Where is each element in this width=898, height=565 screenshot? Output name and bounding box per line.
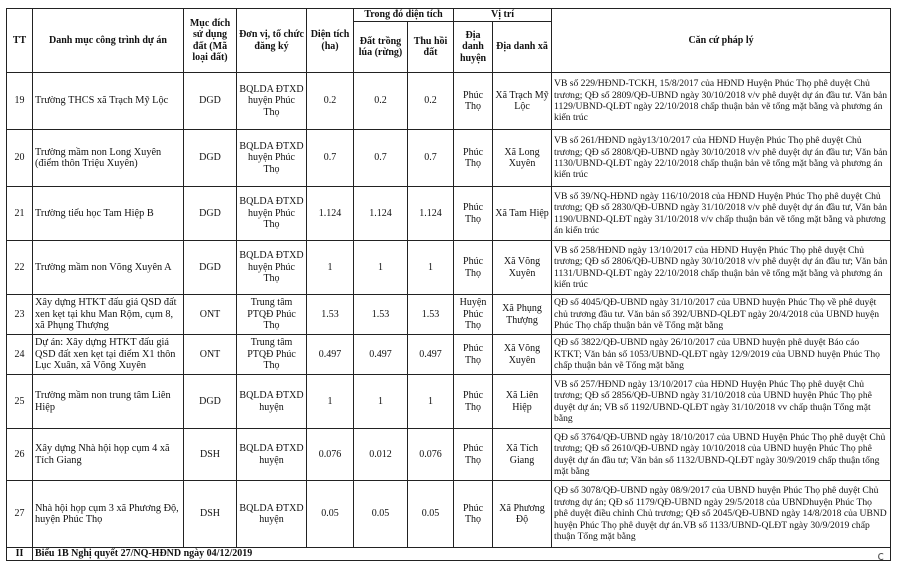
project-name: Xây dựng Nhà hội họp cụm 4 xã Tích Giang bbox=[33, 429, 184, 481]
area-value: 1 bbox=[307, 241, 354, 295]
commune-name: Xã Võng Xuyên bbox=[493, 335, 552, 375]
header-unit: Đơn vị, tổ chức đăng ký bbox=[237, 9, 307, 73]
row-number: 22 bbox=[7, 241, 33, 295]
district-name: Phúc Thọ bbox=[454, 130, 493, 187]
project-table bbox=[6, 8, 891, 561]
land-use-code: ONT bbox=[184, 335, 237, 375]
header-recovered: Thu hồi đất bbox=[408, 22, 454, 73]
table-row bbox=[7, 375, 891, 429]
land-use-code: DGD bbox=[184, 375, 237, 429]
rice-land-value: 0.497 bbox=[354, 335, 408, 375]
table-row bbox=[7, 187, 891, 241]
header-district: Địa danh huyện bbox=[454, 22, 493, 73]
legal-basis: VB số 261/HĐND ngày13/10/2017 của HĐND Huyện Phúc Thọ phê duyệt Chủ trương; QĐ số 2808/QĐ-UBND ngày 30/10/2018 v/v phê duyệt dự án đầu tư; Văn bản 1130/UBND-QLĐT ngày 22/10/2018 chấp thuận bản vẽ tổng mặt bằng và phương án kiến trúc bbox=[552, 130, 891, 187]
registering-unit: Trung tâm PTQĐ Phúc Thọ bbox=[237, 335, 307, 375]
row-number: 21 bbox=[7, 187, 33, 241]
commune-name: Xã Tam Hiệp bbox=[493, 187, 552, 241]
header-rice: Đất trồng lúa (rừng) bbox=[354, 22, 408, 73]
recovered-land-value: 0.497 bbox=[408, 335, 454, 375]
header-of-which: Trong đó diện tích bbox=[354, 9, 454, 22]
land-use-code: DGD bbox=[184, 187, 237, 241]
registering-unit: BQLDA ĐTXD huyện Phúc Thọ bbox=[237, 130, 307, 187]
district-name: Phúc Thọ bbox=[454, 429, 493, 481]
legal-basis: QĐ số 3822/QĐ-UBND ngày 26/10/2017 của UBND huyện phê duyệt Báo cáo KTKT; Văn bản số 1053/UBND-QLĐT ngày 12/9/2019 của UBND huyện Phúc Thọ chấp thuận bản vẽ Tổng mặt bằng bbox=[552, 335, 891, 375]
corner-mark: c bbox=[877, 549, 884, 563]
header-commune: Địa danh xã bbox=[493, 22, 552, 73]
project-name: Trường mầm non Võng Xuyên A bbox=[33, 241, 184, 295]
header-location: Vị trí bbox=[454, 9, 552, 22]
row-number: 20 bbox=[7, 130, 33, 187]
commune-name: Xã Liên Hiệp bbox=[493, 375, 552, 429]
section-row bbox=[7, 548, 891, 561]
project-name: Dự án: Xây dựng HTKT đấu giá QSD đất xen kẹt tại điểm X1 thôn Lục Xuân, xã Võng Xuyên bbox=[33, 335, 184, 375]
document-page bbox=[6, 8, 891, 561]
legal-basis: VB số 258/HĐND ngày 13/10/2017 của HĐND Huyện Phúc Thọ phê duyệt Chủ trương; QĐ số 2806/QĐ-UBND ngày 30/10/2018 v/v phê duyệt dự án đầu tư; Văn bản 1131/UBND-QLĐT ngày 22/10/2018 chấp thuận bản vẽ tổng mặt bằng và phương án kiến trúc bbox=[552, 241, 891, 295]
table-row bbox=[7, 481, 891, 548]
rice-land-value: 1 bbox=[354, 375, 408, 429]
table-row bbox=[7, 335, 891, 375]
recovered-land-value: 1 bbox=[408, 375, 454, 429]
recovered-land-value: 0.05 bbox=[408, 481, 454, 548]
recovered-land-value: 0.076 bbox=[408, 429, 454, 481]
area-value: 1.124 bbox=[307, 187, 354, 241]
project-name: Xây dựng HTKT đấu giá QSD đất xen kẹt tại khu Man Rộm, cụm 8, xã Phụng Thượng bbox=[33, 295, 184, 335]
table-row bbox=[7, 73, 891, 130]
commune-name: Xã Trạch Mỹ Lộc bbox=[493, 73, 552, 130]
registering-unit: BQLDA ĐTXD huyện bbox=[237, 375, 307, 429]
land-use-code: DSH bbox=[184, 429, 237, 481]
row-number: 24 bbox=[7, 335, 33, 375]
district-name: Phúc Thọ bbox=[454, 187, 493, 241]
rice-land-value: 0.7 bbox=[354, 130, 408, 187]
land-use-code: DGD bbox=[184, 130, 237, 187]
table-row bbox=[7, 241, 891, 295]
registering-unit: Trung tâm PTQĐ Phúc Thọ bbox=[237, 295, 307, 335]
district-name: Phúc Thọ bbox=[454, 73, 493, 130]
legal-basis: QĐ số 3764/QĐ-UBND ngày 18/10/2017 của UBND Huyện Phúc Thọ phê duyệt Chủ trương; QĐ số 2610/QĐ-UBND ngày 10/10/2018 của UBND huyện Phúc Thọ phê duyệt dự án đầu tư; Văn bản số 1132/UBND-QLĐT ngày 30/9/2019 chấp thuận tổng mặt bằng bbox=[552, 429, 891, 481]
commune-name: Xã Võng Xuyên bbox=[493, 241, 552, 295]
legal-basis: QĐ số 3078/QĐ-UBND ngày 08/9/2017 của UBND huyện Phúc Thọ phê duyệt Chủ trương dự án; QĐ số 1179/QĐ-UBND ngày 29/5/2018 của UBNDhuyện Phúc Thọ phê duyệt điều chỉnh Chủ trương; QĐ số 2045/QĐ-UBND ngày 14/8/2018 của UBND huyện Phúc Thọ phê duyệt dự án.VB số 1133/UBND-QLĐT ngày 30/9/2019 chấp thuận Tổng mặt bằng bbox=[552, 481, 891, 548]
land-use-code: DSH bbox=[184, 481, 237, 548]
recovered-land-value: 1.53 bbox=[408, 295, 454, 335]
header-project: Danh mục công trình dự án bbox=[33, 9, 184, 73]
table-row bbox=[7, 130, 891, 187]
registering-unit: BQLDA ĐTXD huyện Phúc Thọ bbox=[237, 241, 307, 295]
rice-land-value: 0.05 bbox=[354, 481, 408, 548]
commune-name: Xã Long Xuyên bbox=[493, 130, 552, 187]
header-area: Diện tích (ha) bbox=[307, 9, 354, 73]
section-title: Biểu 1B Nghị quyết 27/NQ-HĐND ngày 04/12/2019 bbox=[33, 548, 891, 561]
area-value: 1.53 bbox=[307, 295, 354, 335]
registering-unit: BQLDA ĐTXD huyện bbox=[237, 429, 307, 481]
table-row bbox=[7, 295, 891, 335]
header-tt: TT bbox=[7, 9, 33, 73]
commune-name: Xã Phương Độ bbox=[493, 481, 552, 548]
district-name: Phúc Thọ bbox=[454, 241, 493, 295]
district-name: Phúc Thọ bbox=[454, 375, 493, 429]
recovered-land-value: 0.7 bbox=[408, 130, 454, 187]
land-use-code: DGD bbox=[184, 241, 237, 295]
header-purpose: Mục đích sử dụng đất (Mã loại đất) bbox=[184, 9, 237, 73]
table-body bbox=[7, 73, 891, 548]
legal-basis: QĐ số 4045/QĐ-UBND ngày 31/10/2017 của UBND huyện Phúc Thọ về phê duyệt chủ trương đầu tư. Văn bản số 392/UBND-QLĐT ngày 20/4/2018 của UBND huyện Phúc Thọ chấp thuận bản vẽ Tổng mặt bằng bbox=[552, 295, 891, 335]
area-value: 0.076 bbox=[307, 429, 354, 481]
area-value: 1 bbox=[307, 375, 354, 429]
project-name: Trường THCS xã Trạch Mỹ Lộc bbox=[33, 73, 184, 130]
district-name: Phúc Thọ bbox=[454, 481, 493, 548]
commune-name: Xã Tích Giang bbox=[493, 429, 552, 481]
registering-unit: BQLDA ĐTXD huyện Phúc Thọ bbox=[237, 187, 307, 241]
land-use-code: ONT bbox=[184, 295, 237, 335]
commune-name: Xã Phụng Thượng bbox=[493, 295, 552, 335]
registering-unit: BQLDA ĐTXD huyện Phúc Thọ bbox=[237, 73, 307, 130]
legal-basis: VB số 39/NQ-HĐND ngày 116/10/2018 của HĐND Huyện Phúc Thọ phê duyệt Chủ trương; QĐ số 2830/QĐ-UBND ngày 31/10/2018 v/v phê duyệt dự án đầu tư, Văn bản 1190/UBND-QLĐT ngày 31/10/2018 v/v chấp thuận bản vẽ tổng mặt bằng và phương án kiến trúc bbox=[552, 187, 891, 241]
area-value: 0.2 bbox=[307, 73, 354, 130]
area-value: 0.497 bbox=[307, 335, 354, 375]
row-number: 27 bbox=[7, 481, 33, 548]
registering-unit: BQLDA ĐTXD huyện bbox=[237, 481, 307, 548]
project-name: Trường tiểu học Tam Hiệp B bbox=[33, 187, 184, 241]
area-value: 0.05 bbox=[307, 481, 354, 548]
district-name: Huyện Phúc Thọ bbox=[454, 295, 493, 335]
row-number: 23 bbox=[7, 295, 33, 335]
rice-land-value: 1.124 bbox=[354, 187, 408, 241]
header-legal: Căn cứ pháp lý bbox=[552, 9, 891, 73]
rice-land-value: 1 bbox=[354, 241, 408, 295]
row-number: 26 bbox=[7, 429, 33, 481]
legal-basis: VB số 229/HĐND-TCKH, 15/8/2017 của HĐND Huyện Phúc Thọ phê duyệt Chủ trương; QĐ số 2809/QĐ-UBND ngày 30/10/2018 v/v phê duyệt dự án đầu tư. Văn bản 1129/UBND-QLĐT ngày 22/10/2018 chấp thuận bản vẽ tổng mặt bằng và phương án kiến trúc bbox=[552, 73, 891, 130]
header-row-top bbox=[7, 9, 891, 22]
row-number: 19 bbox=[7, 73, 33, 130]
rice-land-value: 0.2 bbox=[354, 73, 408, 130]
row-number: 25 bbox=[7, 375, 33, 429]
project-name: Nhà hội họp cụm 3 xã Phương Độ, huyện Phúc Thọ bbox=[33, 481, 184, 548]
area-value: 0.7 bbox=[307, 130, 354, 187]
rice-land-value: 1.53 bbox=[354, 295, 408, 335]
rice-land-value: 0.012 bbox=[354, 429, 408, 481]
recovered-land-value: 0.2 bbox=[408, 73, 454, 130]
section-number: II bbox=[7, 548, 33, 561]
land-use-code: DGD bbox=[184, 73, 237, 130]
district-name: Phúc Thọ bbox=[454, 335, 493, 375]
legal-basis: VB số 257/HĐND ngày 13/10/2017 của HĐND Huyện Phúc Thọ phê duyệt Chủ trương; QĐ số 2856/QĐ-UBND ngày 31/10/2018 của UBND huyện Phúc Thọ phê duyệt dự án; VB số 1192/UBND-QLĐT ngày 31/10/2018 vv chấp thuận Tổng mặt bằng bbox=[552, 375, 891, 429]
recovered-land-value: 1 bbox=[408, 241, 454, 295]
recovered-land-value: 1.124 bbox=[408, 187, 454, 241]
table-row bbox=[7, 429, 891, 481]
project-name: Trường mầm non Long Xuyên (điểm thôn Triệu Xuyên) bbox=[33, 130, 184, 187]
project-name: Trường mầm non trung tâm Liên Hiệp bbox=[33, 375, 184, 429]
